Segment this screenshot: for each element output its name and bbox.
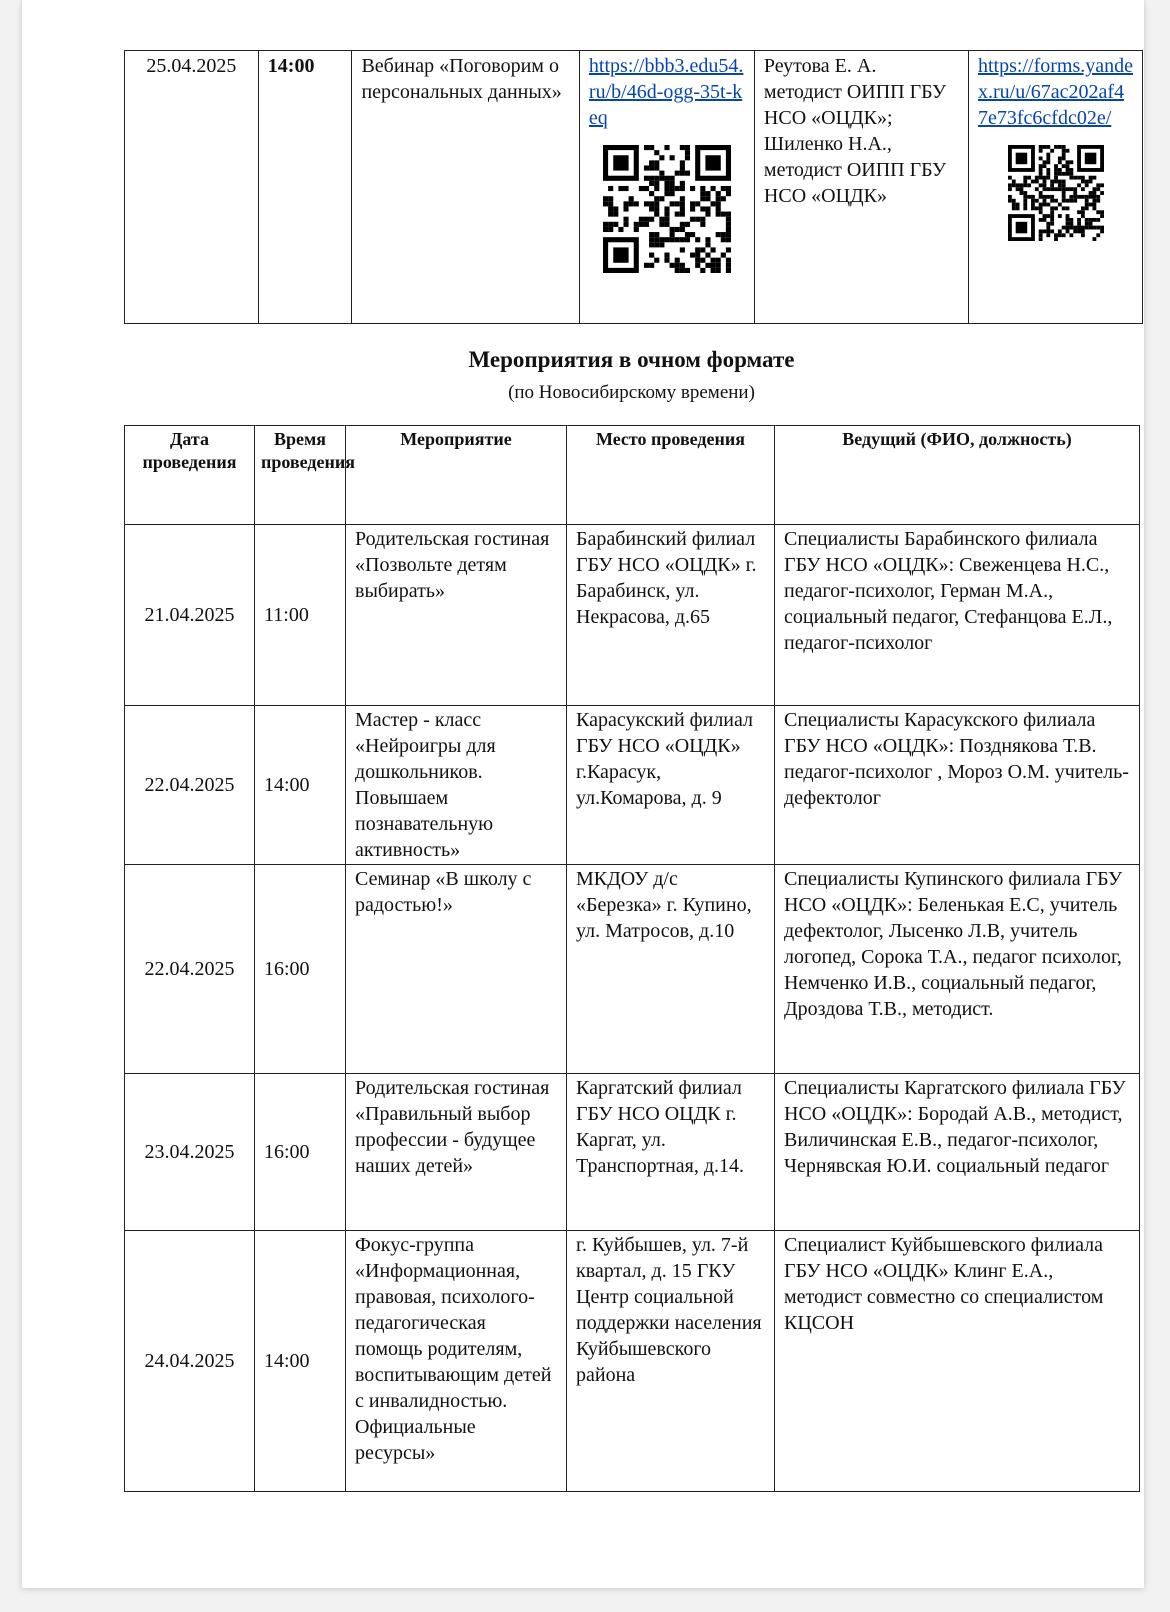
- section-subtitle: (по Новосибирскому времени): [508, 382, 755, 403]
- row-time: 16:00: [255, 865, 346, 1074]
- row-place: МКДОУ д/с «Березка» г. Купино, ул. Матросов, д.10: [567, 865, 775, 1074]
- events-table: [124, 425, 1140, 1492]
- row-date: 22.04.2025: [125, 865, 255, 1074]
- row-date: 21.04.2025: [125, 525, 255, 706]
- row-place: Каргатский филиал ГБУ НСО ОЦДК г. Каргат, ул. Транспортная, д.14.: [567, 1074, 775, 1231]
- webinar-title: Вебинар «Поговорим о персональных данных»: [352, 51, 579, 324]
- row-time: 16:00: [255, 1074, 346, 1231]
- header-place: Место проведения: [567, 426, 775, 525]
- row-event: Родительская гостиная «Позвольте детям выбирать»: [346, 525, 567, 706]
- table-row: [125, 525, 1140, 706]
- header-host: Ведущий (ФИО, должность): [775, 426, 1140, 525]
- webinar-link[interactable]: https://bbb3.edu54.ru/b/46d-ogg-35t-keq: [588, 55, 744, 129]
- row-host: Специалисты Барабинского филиала ГБУ НСО «ОЦДК»: Свеженцева Н.С., педагог-психолог, Герман М.А., социальный педагог, Стефанцова Е.Л., педагог-психолог: [775, 525, 1140, 706]
- row-time: 14:00: [255, 706, 346, 865]
- header-date: Дата проведения: [125, 426, 255, 525]
- row-time: 11:00: [255, 525, 346, 706]
- row-host: Специалисты Каргатского филиала ГБУ НСО «ОЦДК»: Бородай А.В., методист, Виличинская Е.В., педагог-психолог, Чернявская Ю.И. социальный педагог: [775, 1074, 1140, 1231]
- row-time: 14:00: [255, 1231, 346, 1492]
- qr-code-icon: [1008, 145, 1104, 241]
- webinar-link-cell: [579, 51, 754, 324]
- section-title: Мероприятия в очном формате: [468, 347, 795, 372]
- row-event: Мастер - класс «Нейроигры для дошкольников. Повышаем познавательную активность»: [346, 706, 567, 865]
- table-row: [125, 706, 1140, 865]
- row-host: Специалист Куйбышевского филиала ГБУ НСО «ОЦДК» Клинг Е.А., методист совместно со специалистом КЦСОН: [775, 1231, 1140, 1492]
- row-date: 23.04.2025: [125, 1074, 255, 1231]
- row-date: 22.04.2025: [125, 706, 255, 865]
- row-event: Семинар «В школу с радостью!»: [346, 865, 567, 1074]
- table-header-row: [125, 426, 1140, 525]
- header-event: Мероприятие: [346, 426, 567, 525]
- row-place: г. Куйбышев, ул. 7-й квартал, д. 15 ГКУ Центр социальной поддержки населения Куйбышевского района: [567, 1231, 775, 1492]
- row-event: Родительская гостиная «Правильный выбор профессии - будущее наших детей»: [346, 1074, 567, 1231]
- row-host: Специалисты Карасукского филиала ГБУ НСО «ОЦДК»: Позднякова Т.В. педагог-психолог , Мороз О.М. учитель-дефектолог: [775, 706, 1140, 865]
- table-row: [125, 1231, 1140, 1492]
- header-time: Время проведения: [255, 426, 346, 525]
- webinar-date: 25.04.2025: [125, 51, 259, 324]
- webinar-row: [125, 51, 1143, 324]
- webinar-time: 14:00: [258, 51, 352, 324]
- webinar-table: [124, 50, 1143, 324]
- webinar-form-cell: [969, 51, 1143, 324]
- webinar-presenters: Реутова Е. А. методист ОИПП ГБУ НСО «ОЦДК»; Шиленко Н.А., методист ОИПП ГБУ НСО «ОЦДК»: [754, 51, 968, 324]
- row-host: Специалисты Купинского филиала ГБУ НСО «ОЦДК»: Беленькая Е.С, учитель дефектолог, Лысенко Л.В, учитель логопед, Сорока Т.А., педагог психолог, Немченко И.В., социальный педагог, Дроздова Т.В., методист.: [775, 865, 1140, 1074]
- row-date: 24.04.2025: [125, 1231, 255, 1492]
- row-place: Карасукский филиал ГБУ НСО «ОЦДК» г.Карасук, ул.Комарова, д. 9: [567, 706, 775, 865]
- document-page: [22, 0, 1144, 1588]
- table-row: [125, 865, 1140, 1074]
- row-place: Барабинский филиал ГБУ НСО «ОЦДК» г. Барабинск, ул. Некрасова, д.65: [567, 525, 775, 706]
- form-link[interactable]: https://forms.yandex.ru/u/67ac202af47e73fc6cfdc02e/: [978, 55, 1133, 129]
- row-event: Фокус-группа «Информационная, правовая, психолого-педагогическая помощь родителям, воспитывающим детей с инвалидностью. Официальные ресурсы»: [346, 1231, 567, 1492]
- table-row: [125, 1074, 1140, 1231]
- qr-code-icon: [603, 145, 731, 273]
